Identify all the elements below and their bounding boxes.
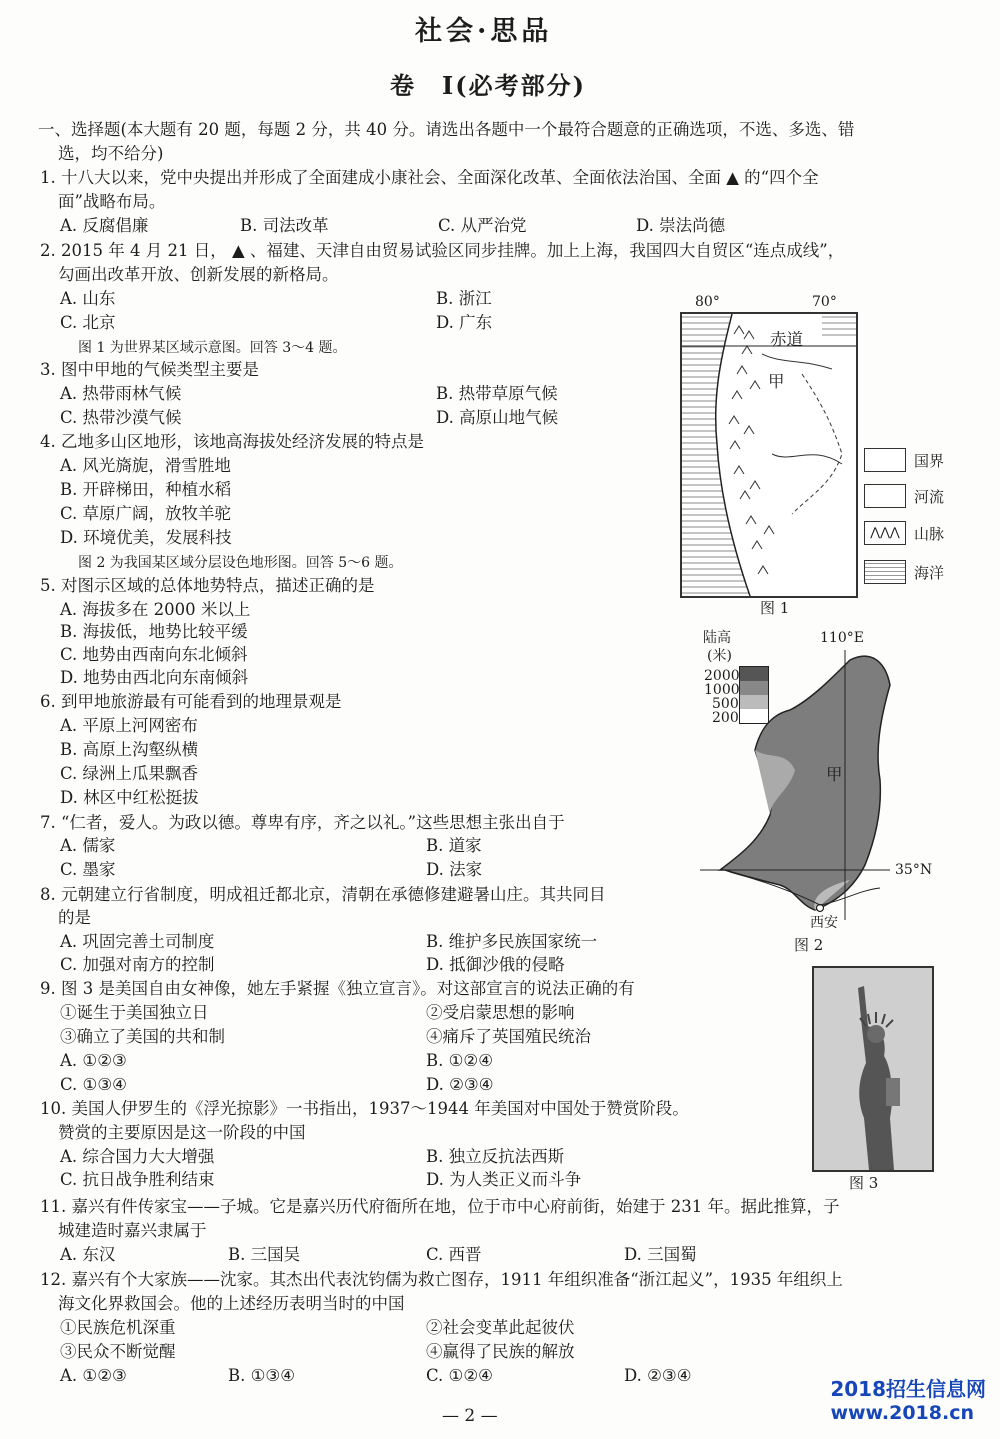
legend-mountain-label: 山脉	[914, 524, 945, 543]
q9-option-c: C. ①③④	[60, 1075, 127, 1094]
legend-ocean-label: 海洋	[914, 563, 945, 582]
fig3-caption: 图 3	[849, 1174, 879, 1192]
q10-option-a: A. 综合国力大大增强	[60, 1147, 215, 1166]
q12-option-c: C. ①②④	[426, 1366, 493, 1385]
q10-stem-line1: 10. 美国人伊罗生的《浮光掠影》一书指出，1937～1944 年美国对中国处于赞赏阶段。	[40, 1099, 689, 1118]
q2-option-d: D. 广东	[436, 313, 493, 332]
q9-statement-4: ④痛斥了英国殖民统治	[426, 1027, 591, 1046]
fig1-intro: 图 1 为世界某区域示意图。回答 3～4 题。	[78, 340, 347, 356]
q4-stem: 4. 乙地多山区地形，该地高海拔处经济发展的特点是	[40, 432, 424, 451]
q8-stem-line2: 的是	[58, 908, 91, 927]
q10-stem-line2: 赞赏的主要原因是这一阶段的中国	[58, 1123, 306, 1142]
q11-option-b: B. 三国吴	[228, 1245, 301, 1264]
legend-border-label: 国界	[914, 451, 945, 470]
elevation-200: 200	[712, 710, 739, 726]
brand-url[interactable]: www.2018.cn	[830, 1402, 974, 1424]
elevation-2000: 2000	[704, 668, 740, 684]
q9-option-d: D. ②③④	[426, 1075, 494, 1094]
q7-option-a: A. 儒家	[60, 836, 116, 855]
q4-option-d: D. 环境优美，发展科技	[60, 528, 232, 547]
q12-option-d: D. ②③④	[624, 1366, 692, 1385]
q9-statement-2: ②受启蒙思想的影响	[426, 1003, 575, 1022]
q6-option-c: C. 绿洲上瓜果飘香	[60, 764, 199, 783]
q12-statement-4: ④赢得了民族的解放	[426, 1342, 575, 1361]
q4-option-a: A. 风光旖旎，滑雪胜地	[60, 456, 231, 475]
legend-mountain	[864, 521, 944, 545]
q12-statement-1: ①民族危机深重	[60, 1318, 176, 1337]
q5-option-a: A. 海拔多在 2000 米以上	[60, 600, 251, 619]
fig1-lon-left: 80°	[695, 294, 720, 310]
q1-option-c: C. 从严治党	[438, 216, 527, 235]
q5-option-d: D. 地势由西北向东南倾斜	[60, 668, 249, 687]
q6-stem: 6. 到甲地旅游最有可能看到的地理景观是	[40, 692, 342, 711]
q7-option-c: C. 墨家	[60, 860, 116, 879]
fig2-jia-label: 甲	[826, 765, 843, 784]
section-instruction-line1: 一、选择题(本大题有 20 题，每题 2 分，共 40 分。请选出各题中一个最符合题意的正确选项，不选、多选、错	[38, 120, 855, 139]
border-swatch-icon	[864, 448, 906, 472]
q8-option-a: A. 巩固完善土司制度	[60, 932, 215, 951]
q9-statement-1: ①诞生于美国独立日	[60, 1003, 209, 1022]
legend-river	[864, 484, 944, 508]
page-number: — 2 —	[442, 1406, 498, 1426]
q1-option-b: B. 司法改革	[240, 216, 329, 235]
figure-1-map	[680, 312, 858, 598]
q6-option-a: A. 平原上河网密布	[60, 716, 198, 735]
q10-option-b: B. 独立反抗法西斯	[426, 1147, 565, 1166]
q10-option-d: D. 为人类正义而斗争	[426, 1170, 582, 1189]
q7-stem: 7. “仁者，爱人。为政以德。尊卑有序，齐之以礼。”这些思想主张出自于	[40, 813, 565, 832]
q7-option-d: D. 法家	[426, 860, 483, 879]
fig1-lon-right: 70°	[812, 294, 837, 310]
q11-option-d: D. 三国蜀	[624, 1245, 697, 1264]
q8-stem-line1: 8. 元朝建立行省制度，明成祖迁都北京，清朝在承德修建避暑山庄。其共同目	[40, 885, 606, 904]
mountain-swatch-icon: ⋀⋀⋀	[864, 521, 906, 545]
q12-statement-3: ③民众不断觉醒	[60, 1342, 176, 1361]
q9-stem: 9. 图 3 是美国自由女神像，她左手紧握《独立宣言》。对这部宣言的说法正确的有	[40, 979, 635, 998]
q6-option-b: B. 高原上沟壑纵横	[60, 740, 199, 759]
fig2-longitude: 110°E	[820, 630, 864, 646]
q8-option-b: B. 维护多民族国家统一	[426, 932, 598, 951]
q3-option-c: C. 热带沙漠气候	[60, 408, 182, 427]
legend-ocean	[864, 560, 944, 584]
q1-stem-line2: 面”战略布局。	[58, 192, 166, 211]
fig1-caption: 图 1	[760, 599, 790, 617]
q3-option-d: D. 高原山地气候	[436, 408, 559, 427]
fig2-intro: 图 2 为我国某区域分层设色地形图。回答 5～6 题。	[78, 555, 403, 571]
q12-option-a: A. ①②③	[60, 1366, 127, 1385]
page-title: 社会·思品	[415, 16, 553, 47]
q7-option-b: B. 道家	[426, 836, 482, 855]
q2-option-c: C. 北京	[60, 313, 116, 332]
q11-stem-line1: 11. 嘉兴有件传家宝——子城。它是嘉兴历代府衙所在地，位于市中心府前街，始建于 231 年。据此推算，子	[40, 1197, 840, 1216]
legend-river-label: 河流	[914, 487, 945, 506]
q1-stem-line1: 1. 十八大以来，党中央提出并形成了全面建成小康社会、全面深化改革、全面依法治国、全面 ▲ 的“四个全	[40, 168, 819, 187]
fig2-caption: 图 2	[794, 936, 824, 954]
fig2-legend-unit: (米)	[707, 648, 732, 664]
q12-option-b: B. ①③④	[228, 1366, 295, 1385]
fig2-latitude: 35°N	[895, 862, 933, 878]
q10-option-c: C. 抗日战争胜利结束	[60, 1170, 215, 1189]
fig1-jia-label: 甲	[768, 372, 785, 391]
q12-statement-2: ②社会变革此起彼伏	[426, 1318, 575, 1337]
q8-option-d: D. 抵御沙俄的侵略	[426, 955, 565, 974]
q1-option-a: A. 反腐倡廉	[60, 216, 149, 235]
q1-option-d: D. 崇法尚德	[636, 216, 726, 235]
q5-stem: 5. 对图示区域的总体地势特点，描述正确的是	[40, 576, 375, 595]
elevation-1000: 1000	[704, 682, 740, 698]
figure-3-photo	[812, 966, 934, 1172]
figure-2-map	[700, 640, 940, 940]
fig2-legend-title: 陆高	[703, 630, 731, 646]
ocean-swatch-icon	[864, 560, 906, 584]
q11-option-c: C. 西晋	[426, 1245, 482, 1264]
q3-option-a: A. 热带雨林气候	[60, 384, 182, 403]
q2-stem-line1: 2. 2015 年 4 月 21 日， ▲ 、福建、天津自由贸易试验区同步挂牌。加上上海，我国四大自贸区“连点成线”，	[40, 241, 845, 260]
legend-border	[864, 448, 944, 472]
q11-option-a: A. 东汉	[60, 1245, 116, 1264]
q11-stem-line2: 城建造时嘉兴隶属于	[58, 1221, 207, 1240]
q5-option-c: C. 地势由西南向东北倾斜	[60, 645, 248, 664]
q2-option-b: B. 浙江	[436, 289, 492, 308]
q12-stem-line2: 海文化界救国会。他的上述经历表明当时的中国	[58, 1294, 405, 1313]
q3-stem: 3. 图中甲地的气候类型主要是	[40, 360, 259, 379]
q2-stem-line2: 勾画出改革开放、创新发展的新格局。	[58, 265, 339, 284]
q8-option-c: C. 加强对南方的控制	[60, 955, 215, 974]
q6-option-d: D. 林区中红松挺拔	[60, 788, 199, 807]
river-swatch-icon	[864, 484, 906, 508]
q3-option-b: B. 热带草原气候	[436, 384, 558, 403]
q12-stem-line1: 12. 嘉兴有个大家族——沈家。其杰出代表沈钧儒为救亡图存，1911 年组织准备“浙江起义”，1935 年组织上	[40, 1270, 843, 1289]
fig2-city-xian: 西安	[810, 915, 838, 931]
fig1-equator-label: 赤道	[770, 330, 803, 349]
q4-option-c: C. 草原广阔，放牧羊驼	[60, 504, 232, 523]
paper-subtitle: 卷 Ⅰ(必考部分)	[390, 71, 586, 100]
q9-option-b: B. ①②④	[426, 1051, 493, 1070]
q2-option-a: A. 山东	[60, 289, 116, 308]
q9-statement-3: ③确立了美国的共和制	[60, 1027, 225, 1046]
elevation-500: 500	[712, 696, 739, 712]
q4-option-b: B. 开辟梯田，种植水稻	[60, 480, 232, 499]
q5-option-b: B. 海拔低，地势比较平缓	[60, 622, 248, 641]
q9-option-a: A. ①②③	[60, 1051, 127, 1070]
brand-name: 2018招生信息网	[830, 1377, 986, 1401]
section-instruction-line2: 选，均不给分)	[58, 144, 164, 163]
